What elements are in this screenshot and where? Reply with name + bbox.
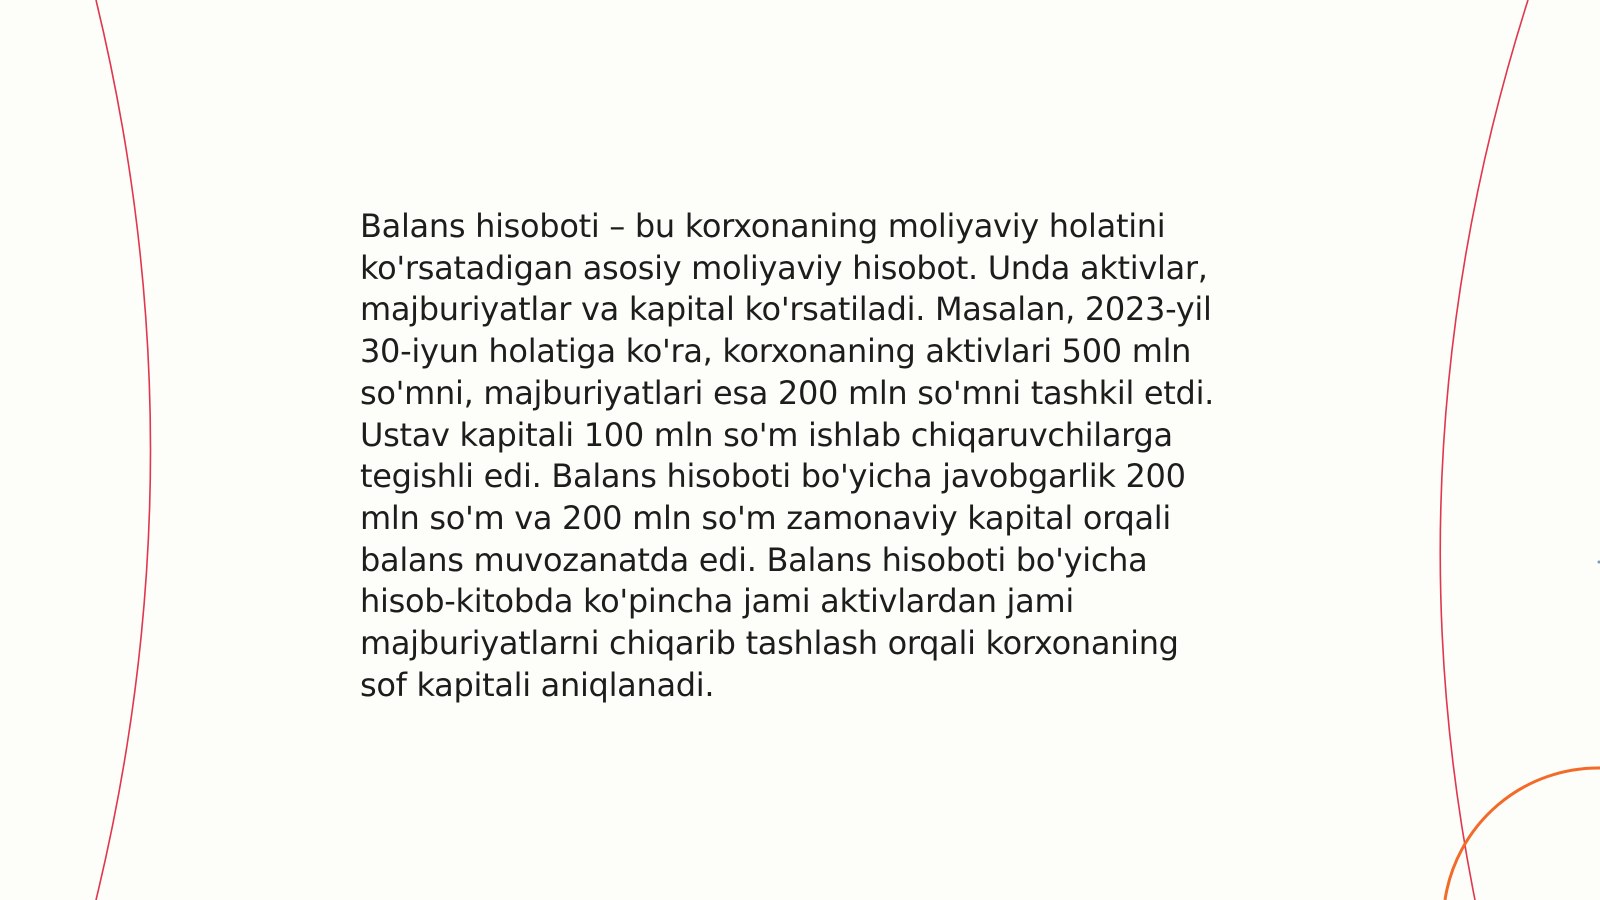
paragraph-line: ko'rsatadigan asosiy moliyaviy hisobot. Unda aktivlar, bbox=[360, 248, 1208, 287]
paragraph-line: 30-iyun holatiga ko'ra, korxonaning aktivlari 500 mln bbox=[360, 332, 1192, 371]
paragraph-line: Ustav kapitali 100 mln so'm ishlab chiqaruvchilarga bbox=[360, 415, 1173, 454]
paragraph-line: tegishli edi. Balans hisoboti bo'yicha javobgarlik 200 bbox=[360, 457, 1186, 496]
orange-corner-arc bbox=[1445, 768, 1600, 900]
paragraph-line: majburiyatlar va kapital ko'rsatiladi. Masalan, 2023-yil bbox=[360, 290, 1212, 329]
paragraph-line: majburiyatlarni chiqarib tashlash orqali korxonaning bbox=[360, 624, 1179, 663]
paragraph-line: Balans hisoboti – bu korxonaning moliyaviy holatini bbox=[360, 207, 1166, 245]
paragraph-line: hisob-kitobda ko'pincha jami aktivlardan jami bbox=[360, 582, 1074, 621]
body-paragraph bbox=[360, 206, 1260, 706]
paragraph-line: sof kapitali aniqlanadi. bbox=[360, 665, 715, 704]
paragraph-line: balans muvozanatda edi. Balans hisoboti bo'yicha bbox=[360, 540, 1148, 579]
paragraph-line: mln so'm va 200 mln so'm zamonaviy kapital orqali bbox=[360, 498, 1171, 537]
paragraph-line: so'mni, majburiyatlari esa 200 mln so'mni tashkil etdi. bbox=[360, 373, 1215, 412]
text-block bbox=[360, 206, 1260, 706]
right-arc-line bbox=[1440, 0, 1528, 900]
left-arc-line bbox=[96, 0, 151, 900]
